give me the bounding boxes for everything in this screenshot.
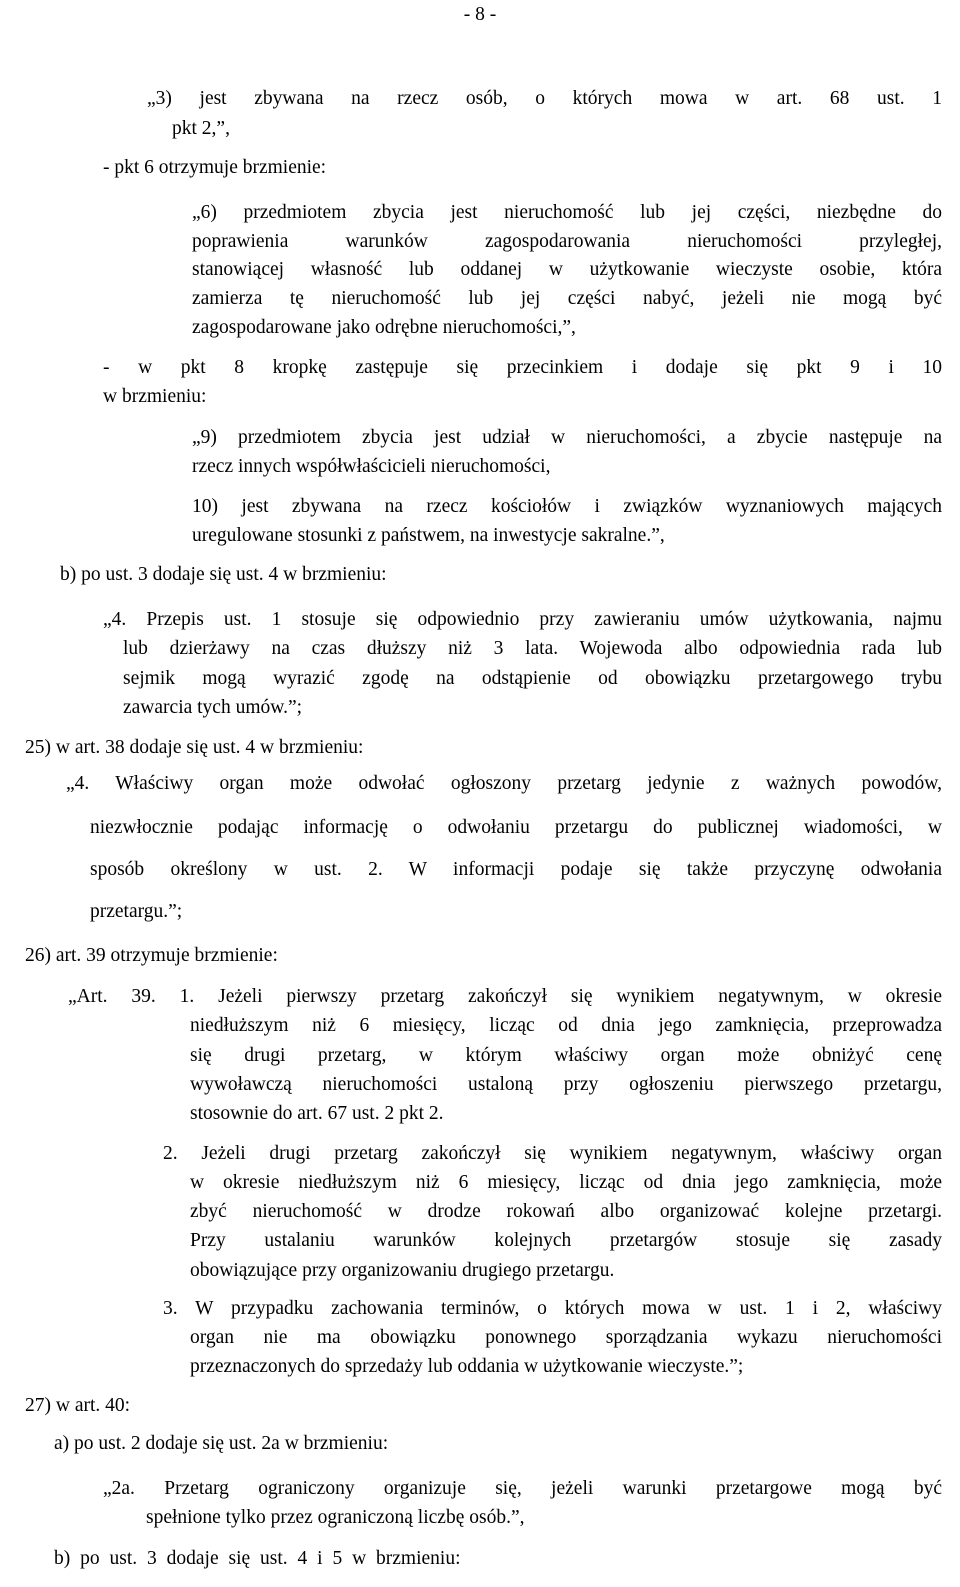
text-line: b) po ust. 3 dodaje się ust. 4 w brzmieniu: xyxy=(60,564,387,585)
text-line: niezwłocznie podając informację o odwołaniu przetargu do publicznej wiadomości, w xyxy=(90,817,942,838)
text-line: „2a. Przetarg ograniczony organizuje się, jeżeli warunki przetargowe mogą być xyxy=(103,1478,942,1499)
text-line: niedłuższym niż 6 miesięcy, licząc od dnia jego zamknięcia, przeprowadza xyxy=(190,1015,942,1036)
text-line: organ nie ma obowiązku ponownego sporządzania wykazu nieruchomości xyxy=(190,1327,942,1348)
text-line: przeznaczonych do sprzedaży lub oddania w użytkowanie wieczyste.”; xyxy=(190,1356,744,1377)
text-line: uregulowane stosunki z państwem, na inwestycje sakralne.”, xyxy=(192,525,665,546)
text-line: stosownie do art. 67 ust. 2 pkt 2. xyxy=(190,1103,444,1124)
text-line: się drugi przetarg, w którym właściwy organ może obniżyć cenę xyxy=(190,1045,942,1066)
text-line: wywoławczą nieruchomości ustaloną przy ogłoszeniu pierwszego przetargu, xyxy=(190,1074,942,1095)
text-line: poprawienia warunków zagospodarowania nieruchomości przyległej, xyxy=(192,231,942,252)
text-line: 2. Jeżeli drugi przetarg zakończył się wynikiem negatywnym, właściwy organ xyxy=(163,1143,942,1164)
text-line: 26) art. 39 otrzymuje brzmienie: xyxy=(25,945,278,966)
text-line: 10) jest zbywana na rzecz kościołów i związków wyznaniowych mających xyxy=(192,496,942,517)
text-line: 3. W przypadku zachowania terminów, o których mowa w ust. 1 i 2, właściwy xyxy=(163,1298,942,1319)
text-line: 27) w art. 40: xyxy=(25,1395,131,1416)
text-line: stanowiącej własność lub oddanej w użytkowanie wieczyste osobie, która xyxy=(192,259,942,280)
text-line: „4. Przepis ust. 1 stosuje się odpowiednio przy zawieraniu umów użytkowania, najmu xyxy=(103,609,942,630)
text-line: w brzmieniu: xyxy=(103,386,207,407)
text-line: b) po ust. 3 dodaje się ust. 4 i 5 w brzmieniu: xyxy=(54,1548,461,1569)
text-line: sejmik mogą wyrazić zgodę na odstąpienie od obowiązku przetargowego trybu xyxy=(123,668,942,689)
text-line: zawarcia tych umów.”; xyxy=(123,697,303,718)
text-line: zamierza tę nieruchomość lub jej części nabyć, jeżeli nie mogą być xyxy=(192,288,942,309)
text-line: a) po ust. 2 dodaje się ust. 2a w brzmieniu: xyxy=(54,1433,389,1454)
text-line: zagospodarowane jako odrębne nieruchomości,”, xyxy=(192,317,576,338)
text-line: „9) przedmiotem zbycia jest udział w nieruchomości, a zbycie następuje na xyxy=(192,427,942,448)
text-line: lub dzierżawy na czas dłuższy niż 3 lata. Wojewoda albo odpowiednia rada lub xyxy=(123,638,942,659)
text-line: Przy ustalaniu warunków kolejnych przetargów stosuje się zasady xyxy=(190,1230,942,1251)
text-line: rzecz innych współwłaścicieli nieruchomości, xyxy=(192,456,551,477)
text-line: spełnione tylko przez ograniczoną liczbę osób.”, xyxy=(146,1507,525,1528)
text-line: obowiązujące przy organizowaniu drugiego przetargu. xyxy=(190,1260,615,1281)
text-line: „4. Właściwy organ może odwołać ogłoszony przetarg jedynie z ważnych powodów, xyxy=(66,773,942,794)
text-line: - pkt 6 otrzymuje brzmienie: xyxy=(103,157,327,178)
text-line: zbyć nieruchomość w drodze rokowań albo organizować kolejne przetargi. xyxy=(190,1201,942,1222)
page-number: - 8 - xyxy=(463,4,497,25)
text-line: „3) jest zbywana na rzecz osób, o których mowa w art. 68 ust. 1 xyxy=(147,88,942,109)
text-line: 25) w art. 38 dodaje się ust. 4 w brzmieniu: xyxy=(25,737,364,758)
text-line: w okresie niedłuższym niż 6 miesięcy, licząc od dnia jego zamknięcia, może xyxy=(190,1172,942,1193)
text-line: pkt 2,”, xyxy=(172,118,230,139)
text-line: - w pkt 8 kropkę zastępuje się przecinkiem i dodaje się pkt 9 i 10 xyxy=(103,357,942,378)
text-line: sposób określony w ust. 2. W informacji podaje się także przyczynę odwołania xyxy=(90,859,942,880)
text-line: „Art. 39. 1. Jeżeli pierwszy przetarg zakończył się wynikiem negatywnym, w okresie xyxy=(68,986,942,1007)
text-line: „6) przedmiotem zbycia jest nieruchomość lub jej części, niezbędne do xyxy=(192,202,942,223)
text-line: przetargu.”; xyxy=(90,901,183,922)
